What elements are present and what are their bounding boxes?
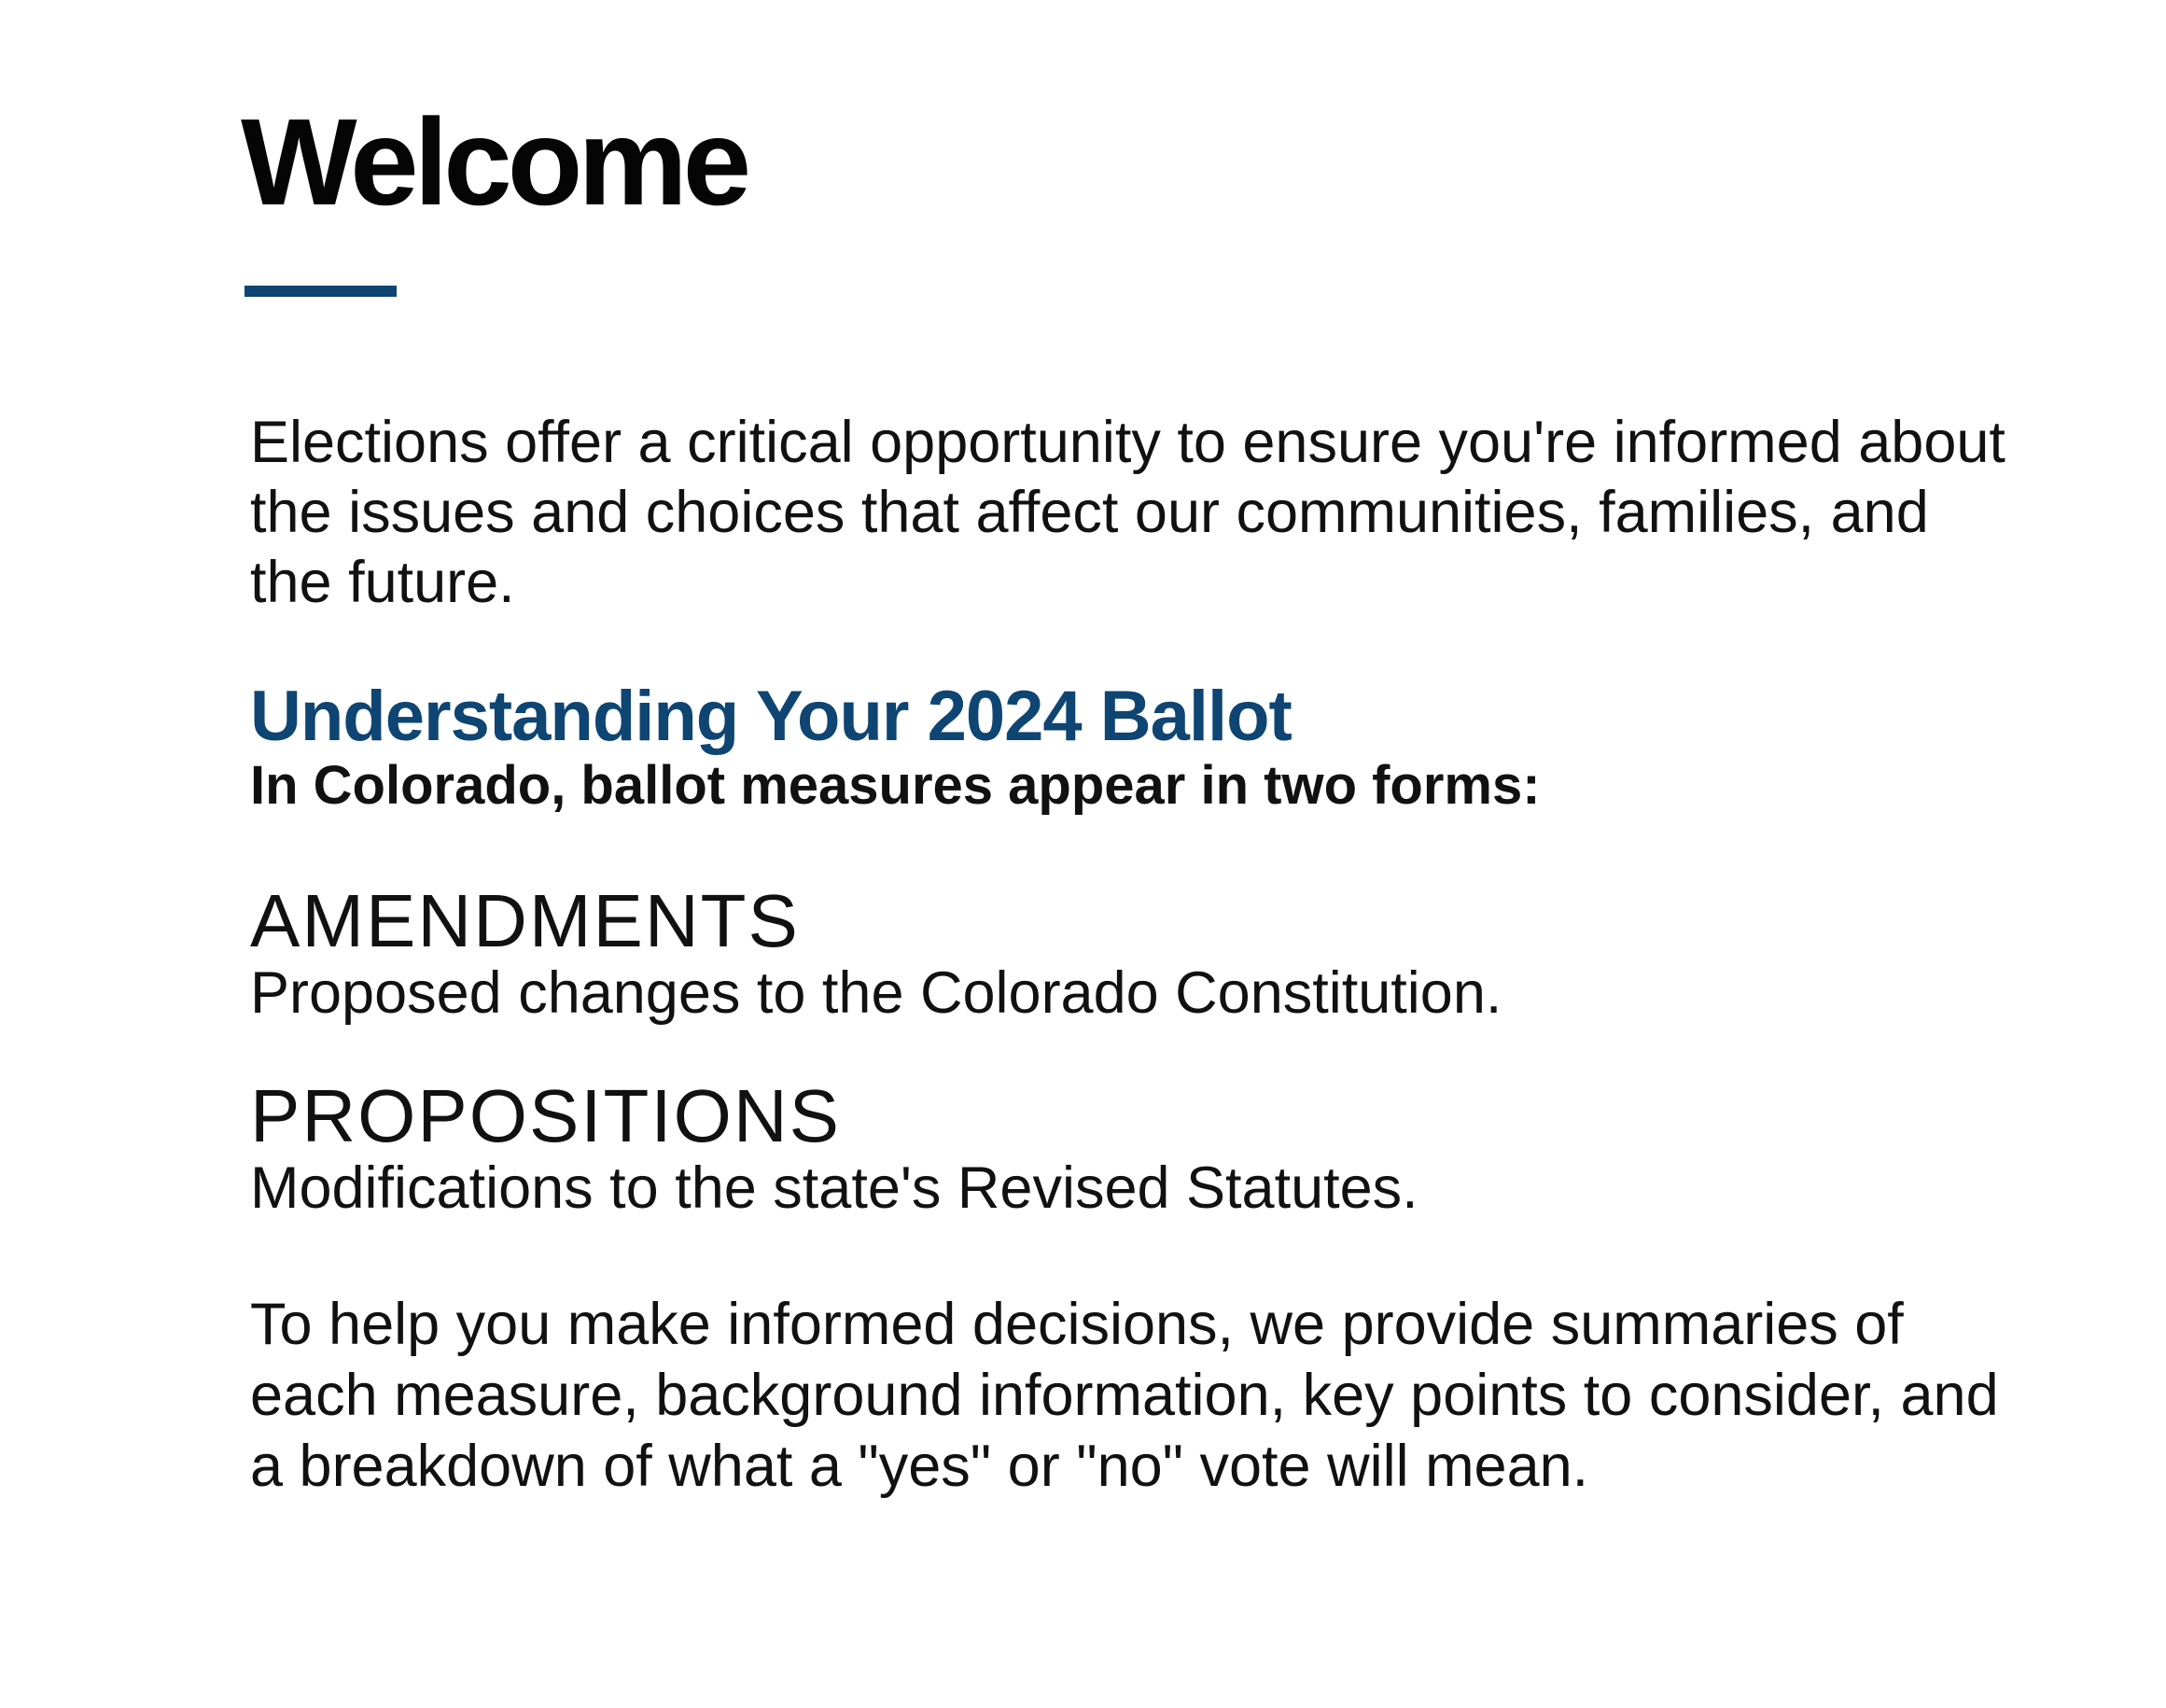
page-content [250,408,2023,1502]
title-underline [245,286,397,297]
measure-type-name: AMENDMENTS [250,879,800,962]
page-title: Welcome [241,93,748,231]
intro-paragraph: Elections offer a critical opportunity to ensure you're informed about the issues and choices that affect our communities, families, and the future. [250,410,2005,615]
ballot-section-subheading: In Colorado, ballot measures appear in two forms: [250,755,1541,816]
measure-type-name: PROPOSITIONS [250,1074,841,1157]
closing-paragraph: To help you make informed decisions, we provide summaries of each measure, background information, key points to consider, and a breakdown of what a "yes" or "no" vote will mean. [250,1292,1999,1499]
measure-type-propositions [250,1074,2023,1222]
measure-type-description: Modifications to the state's Revised Statutes. [250,1155,1418,1221]
measure-type-amendments [250,879,2023,1027]
ballot-section-heading: Understanding Your 2024 Ballot [250,677,1292,756]
measure-type-description: Proposed changes to the Colorado Constitution. [250,960,1502,1026]
